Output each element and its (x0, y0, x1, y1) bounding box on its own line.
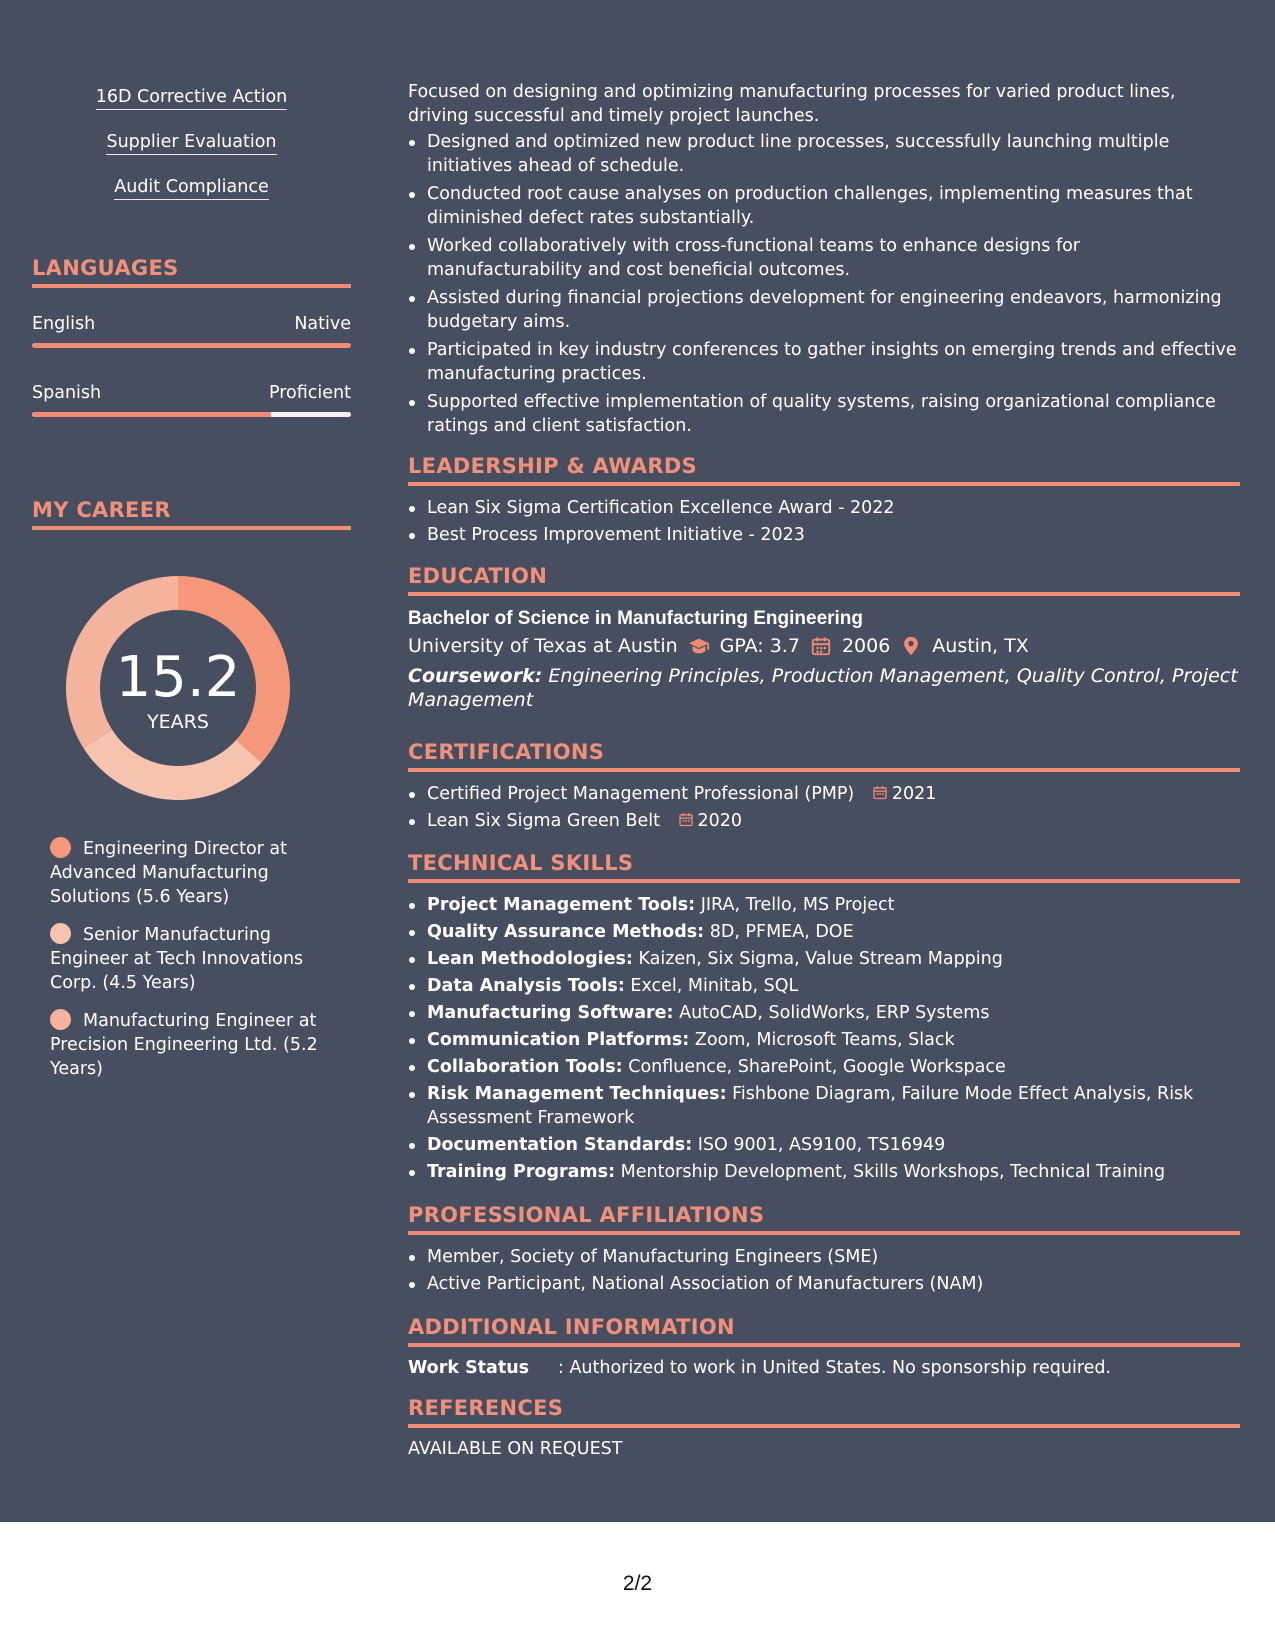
languages-heading: LANGUAGES (32, 256, 351, 288)
degree-title: Bachelor of Science in Manufacturing Engineering (408, 608, 864, 629)
skill-item (408, 1028, 1240, 1052)
skill-value: ISO 9001, AS9100, TS16949 (692, 1135, 946, 1155)
career-dot-icon (50, 1009, 71, 1030)
language-name: English (32, 314, 96, 334)
award-item: Lean Six Sigma Certification Excellence Award - 2022 (408, 496, 1240, 520)
skill-value: Mentorship Development, Skills Workshops, Technical Training (615, 1162, 1166, 1182)
page-number: 2/2 (622, 1572, 653, 1595)
donut-center (66, 576, 290, 800)
skill-label: Documentation Standards: (427, 1135, 693, 1155)
language-bar-fill (32, 412, 271, 417)
coursework-text: Engineering Principles, Production Management, Quality Control, Project Management (408, 665, 1238, 711)
additional-info-heading: ADDITIONAL INFORMATION (408, 1315, 1240, 1347)
career-item-text: Engineering Director at Advanced Manufacturing Solutions (5.6 Years) (50, 839, 288, 907)
skill-value: Confluence, SharePoint, Google Workspace (622, 1057, 1006, 1077)
skill-label: Quality Assurance Methods: (427, 922, 705, 942)
certification-name: Lean Six Sigma Green Belt (427, 811, 660, 831)
references-section (408, 1396, 1240, 1460)
skill-label: Lean Methodologies: (427, 949, 633, 969)
skill-value: 8D, PFMEA, DOE (704, 922, 854, 942)
language-row (32, 313, 351, 348)
calendar-icon (810, 635, 832, 657)
language-level: Proficient (269, 383, 351, 403)
career-item-text: Manufacturing Engineer at Precision Engineering Ltd. (5.2 Years) (50, 1011, 318, 1079)
certifications-section (408, 740, 1240, 836)
coursework (408, 664, 1240, 712)
skill-item (408, 974, 1240, 998)
affiliation-item: Active Participant, National Association of Manufacturers (NAM) (408, 1272, 1240, 1296)
skill-item (408, 1133, 1240, 1157)
career-dot-icon (50, 837, 71, 858)
certification-year: 2020 (697, 811, 743, 831)
graduation-cap-icon (688, 635, 710, 657)
experience-summary: Focused on designing and optimizing manufacturing processes for varied product lines, driving successful and timely project launches. (408, 82, 1176, 126)
career-total-unit: YEARS (147, 711, 209, 733)
skill-item (408, 1001, 1240, 1025)
certification-item (408, 782, 1240, 806)
skill-value: Kaizen, Six Sigma, Value Stream Mapping (632, 949, 1003, 969)
language-bar-fill (32, 343, 351, 348)
career-donut-chart (66, 576, 290, 800)
skill-tags (32, 86, 351, 221)
skill-label: Project Management Tools: (427, 895, 696, 915)
career-item-text: Senior Manufacturing Engineer at Tech Innovations Corp. (4.5 Years) (50, 925, 304, 993)
references-text: AVAILABLE ON REQUEST (408, 1439, 623, 1459)
graduation-year: 2006 (841, 635, 891, 657)
skill-tag: Audit Compliance (114, 176, 268, 200)
experience-bullets (408, 130, 1240, 442)
skill-value: JIRA, Trello, MS Project (695, 895, 895, 915)
certification-date (872, 782, 937, 806)
certification-item (408, 809, 1240, 833)
school-name: University of Texas at Austin (408, 635, 678, 657)
skill-value: AutoCAD, SolidWorks, ERP Systems (673, 1003, 990, 1023)
award-item: Best Process Improvement Initiative - 2023 (408, 523, 1240, 547)
awards-heading: LEADERSHIP & AWARDS (408, 454, 1240, 486)
certifications-heading: CERTIFICATIONS (408, 740, 1240, 772)
calendar-icon (872, 784, 888, 801)
location-pin-icon (900, 635, 922, 657)
skill-value: Zoom, Microsoft Teams, Slack (689, 1030, 955, 1050)
career-heading: MY CAREER (32, 498, 351, 530)
gpa: GPA: 3.7 (719, 635, 800, 657)
career-list (50, 837, 320, 1095)
affiliations-section (408, 1203, 1240, 1299)
skill-item (408, 1160, 1240, 1184)
skill-tag: Supplier Evaluation (106, 131, 276, 155)
career-item (50, 837, 320, 909)
language-level: Native (294, 314, 351, 334)
technical-skills-heading: TECHNICAL SKILLS (408, 851, 1240, 883)
work-status-label: Work Status (408, 1358, 530, 1378)
experience-bullet: Assisted during financial projections development for engineering endeavors, harmonizing budgetary aims. (408, 286, 1240, 334)
affiliation-item: Member, Society of Manufacturing Engineers (SME) (408, 1245, 1240, 1269)
work-status-value: : Authorized to work in United States. No sponsorship required. (558, 1358, 1112, 1378)
career-item (50, 923, 320, 995)
skill-item (408, 893, 1240, 917)
career-dot-icon (50, 923, 71, 944)
technical-skills-section (408, 851, 1240, 1187)
career-item (50, 1009, 320, 1081)
certification-name: Certified Project Management Professional (PMP) (427, 784, 855, 804)
awards-list (408, 496, 1240, 547)
references-heading: REFERENCES (408, 1396, 1240, 1428)
experience-bullet: Worked collaboratively with cross-functional teams to enhance designs for manufacturability and cost beneficial outcomes. (408, 234, 1240, 282)
skill-label: Manufacturing Software: (427, 1003, 674, 1023)
experience-bullet: Designed and optimized new product line processes, successfully launching multiple initiatives ahead of schedule. (408, 130, 1240, 178)
skill-label: Training Programs: (427, 1162, 616, 1182)
skill-label: Communication Platforms: (427, 1030, 690, 1050)
education-section (408, 564, 1240, 712)
education-location: Austin, TX (932, 635, 1029, 657)
affiliations-heading: PROFESSIONAL AFFILIATIONS (408, 1203, 1240, 1235)
certifications-list (408, 782, 1240, 833)
skill-item (408, 1082, 1240, 1130)
education-heading: EDUCATION (408, 564, 1240, 596)
career-total-years: 15.2 (115, 645, 241, 710)
skill-value: Excel, Minitab, SQL (624, 976, 799, 996)
calendar-icon (678, 811, 694, 828)
affiliations-list (408, 1245, 1240, 1296)
skill-item (408, 920, 1240, 944)
skill-label: Data Analysis Tools: (427, 976, 625, 996)
language-bar (32, 412, 351, 417)
skill-item (408, 1055, 1240, 1079)
skill-item (408, 947, 1240, 971)
work-status-row (408, 1357, 1240, 1379)
language-bar (32, 343, 351, 348)
additional-info-section (408, 1315, 1240, 1379)
language-row (32, 382, 351, 417)
education-meta (408, 632, 1240, 660)
skill-label: Collaboration Tools: (427, 1057, 623, 1077)
skill-value: Fishbone Diagram, Failure Mode Effect Analysis, Risk Assessment Framework (427, 1084, 1194, 1128)
technical-skills-list (408, 893, 1240, 1184)
skill-tag: 16D Corrective Action (96, 86, 288, 110)
experience-bullet: Participated in key industry conferences to gather insights on emerging trends and effective manufacturing practices. (408, 338, 1240, 386)
certification-date (678, 809, 743, 833)
awards-section (408, 454, 1240, 550)
language-name: Spanish (32, 383, 102, 403)
experience-bullet: Supported effective implementation of quality systems, raising organizational compliance ratings and client satisfaction. (408, 390, 1240, 438)
experience-bullet: Conducted root cause analyses on production challenges, implementing measures that diminished defect rates substantially. (408, 182, 1240, 230)
coursework-label: Coursework: (408, 665, 543, 687)
certification-year: 2021 (891, 784, 937, 804)
skill-label: Risk Management Techniques: (427, 1084, 727, 1104)
